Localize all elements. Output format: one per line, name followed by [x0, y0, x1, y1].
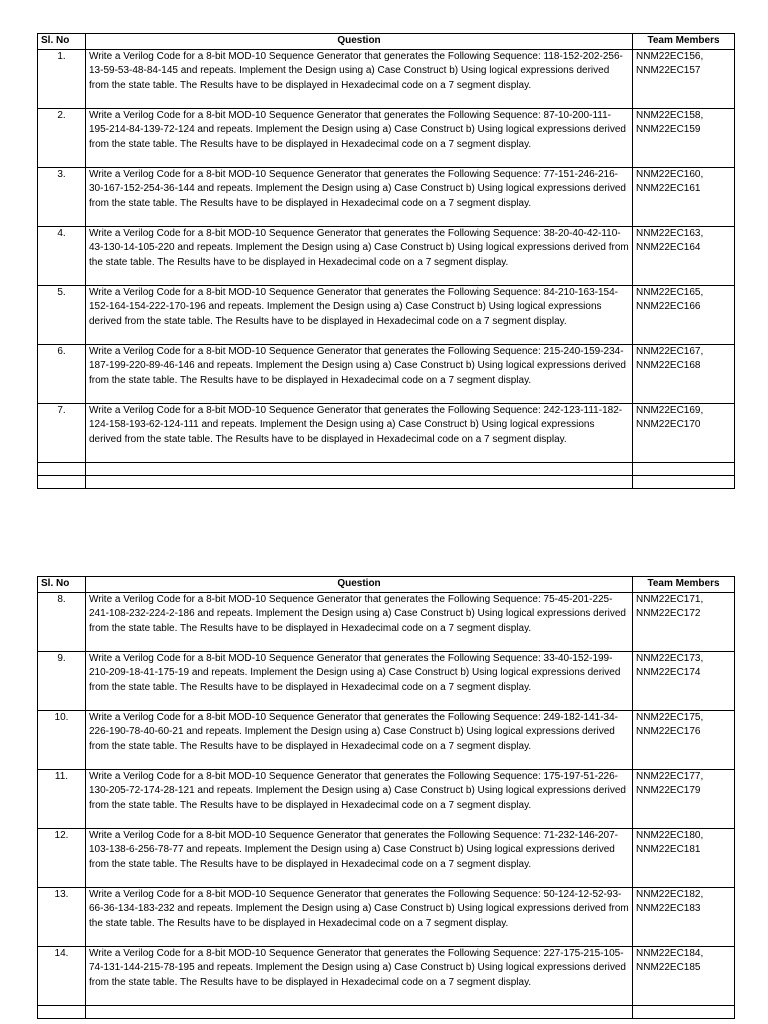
empty-row — [38, 1005, 735, 1018]
row-question: Write a Verilog Code for a 8-bit MOD-10 Sequence Generator that generates the Following Sequence: 77-151-246-216-30-167-152-254-36-144 and repeats. Implement the Design using a) Case Construct b) Using logical expressions derived from the state table. The Results have to be displayed in Hexadecimal code on a 7 segment display. — [86, 167, 633, 226]
header-team-members: Team Members — [633, 577, 735, 593]
row-question: Write a Verilog Code for a 8-bit MOD-10 Sequence Generator that generates the Following Sequence: 33-40-152-199-210-209-18-41-175-19 and repeats. Implement the Design using a) Case Construct b) Using logical expressions derived from the state table. The Results have to be displayed in Hexadecimal code on a 7 segment display. — [86, 651, 633, 710]
row-number: 14. — [38, 946, 86, 1005]
table-row — [38, 592, 735, 651]
question-table-1 — [37, 33, 735, 489]
table-row — [38, 710, 735, 769]
table-row — [38, 285, 735, 344]
row-number: 4. — [38, 226, 86, 285]
table-row — [38, 167, 735, 226]
row-team-members: NNM22EC184, NNM22EC185 — [633, 946, 735, 1005]
row-team-members: NNM22EC182, NNM22EC183 — [633, 887, 735, 946]
row-number: 13. — [38, 887, 86, 946]
table-header-row — [38, 577, 735, 593]
row-number: 3. — [38, 167, 86, 226]
row-team-members: NNM22EC180, NNM22EC181 — [633, 828, 735, 887]
row-team-members: NNM22EC165, NNM22EC166 — [633, 285, 735, 344]
table-row — [38, 226, 735, 285]
row-team-members: NNM22EC175, NNM22EC176 — [633, 710, 735, 769]
row-team-members: NNM22EC160, NNM22EC161 — [633, 167, 735, 226]
row-team-members: NNM22EC171, NNM22EC172 — [633, 592, 735, 651]
table-row — [38, 108, 735, 167]
header-sl-no: Sl. No — [38, 577, 86, 593]
row-number: 6. — [38, 344, 86, 403]
table-row — [38, 828, 735, 887]
row-team-members: NNM22EC158, NNM22EC159 — [633, 108, 735, 167]
header-sl-no: Sl. No — [38, 34, 86, 50]
row-number: 9. — [38, 651, 86, 710]
row-question: Write a Verilog Code for a 8-bit MOD-10 Sequence Generator that generates the Following Sequence: 75-45-201-225-241-108-232-224-2-186 and repeats. Implement the Design using a) Case Construct b) Using logical expressions derived from the state table. The Results have to be displayed in Hexadecimal code on a 7 segment display. — [86, 592, 633, 651]
row-number: 7. — [38, 403, 86, 462]
row-question: Write a Verilog Code for a 8-bit MOD-10 Sequence Generator that generates the Following Sequence: 118-152-202-256-13-59-53-48-84-145 and repeats. Implement the Design using a) Case Construct b) Using logical expressions derived from the state table. The Results have to be displayed in Hexadecimal code on a 7 segment display. — [86, 49, 633, 108]
row-number: 11. — [38, 769, 86, 828]
row-question: Write a Verilog Code for a 8-bit MOD-10 Sequence Generator that generates the Following Sequence: 242-123-111-182-124-158-193-62-124-111 and repeats. Implement the Design using a) Case Construct b) Using logical expressions derived from the state table. The Results have to be displayed in Hexadecimal code on a 7 segment display. — [86, 403, 633, 462]
row-question: Write a Verilog Code for a 8-bit MOD-10 Sequence Generator that generates the Following Sequence: 175-197-51-226-130-205-72-174-28-121 and repeats. Implement the Design using a) Case Construct b) Using logical expressions derived from the state table. The Results have to be displayed in Hexadecimal code on a 7 segment display. — [86, 769, 633, 828]
table-row — [38, 946, 735, 1005]
header-team-members: Team Members — [633, 34, 735, 50]
empty-row — [38, 462, 735, 475]
row-question: Write a Verilog Code for a 8-bit MOD-10 Sequence Generator that generates the Following Sequence: 38-20-40-42-110-43-130-14-105-220 and repeats. Implement the Design using a) Case Construct b) Using logical expressions derived from the state table. The Results have to be displayed in Hexadecimal code on a 7 segment display. — [86, 226, 633, 285]
row-team-members: NNM22EC173, NNM22EC174 — [633, 651, 735, 710]
table-row — [38, 769, 735, 828]
header-question: Question — [86, 577, 633, 593]
row-team-members: NNM22EC177, NNM22EC179 — [633, 769, 735, 828]
row-number: 12. — [38, 828, 86, 887]
row-question: Write a Verilog Code for a 8-bit MOD-10 Sequence Generator that generates the Following Sequence: 215-240-159-234-187-199-220-89-46-146 and repeats. Implement the Design using a) Case Construct b) Using logical expressions derived from the state table. The Results have to be displayed in Hexadecimal code on a 7 segment display. — [86, 344, 633, 403]
table-row — [38, 49, 735, 108]
row-question: Write a Verilog Code for a 8-bit MOD-10 Sequence Generator that generates the Following Sequence: 50-124-12-52-93-66-36-134-183-232 and repeats. Implement the Design using a) Case Construct b) Using logical expressions derived from the state table. The Results have to be displayed in Hexadecimal code on a 7 segment display. — [86, 887, 633, 946]
table-row — [38, 403, 735, 462]
row-question: Write a Verilog Code for a 8-bit MOD-10 Sequence Generator that generates the Following Sequence: 87-10-200-111-195-214-84-139-72-124 and repeats. Implement the Design using a) Case Construct b) Using logical expressions derived from the state table. The Results have to be displayed in Hexadecimal code on a 7 segment display. — [86, 108, 633, 167]
row-number: 1. — [38, 49, 86, 108]
table-row — [38, 344, 735, 403]
row-number: 2. — [38, 108, 86, 167]
table-row — [38, 887, 735, 946]
question-table-2 — [37, 576, 735, 1019]
table-header-row — [38, 34, 735, 50]
row-team-members: NNM22EC156, NNM22EC157 — [633, 49, 735, 108]
row-number: 10. — [38, 710, 86, 769]
row-question: Write a Verilog Code for a 8-bit MOD-10 Sequence Generator that generates the Following Sequence: 84-210-163-154-152-164-154-222-170-196 and repeats. Implement the Design using a) Case Construct b) Using logical expressions derived from the state table. The Results have to be displayed in Hexadecimal code on a 7 segment display. — [86, 285, 633, 344]
row-question: Write a Verilog Code for a 8-bit MOD-10 Sequence Generator that generates the Following Sequence: 71-232-146-207-103-138-6-256-78-77 and repeats. Implement the Design using a) Case Construct b) Using logical expressions derived from the state table. The Results have to be displayed in Hexadecimal code on a 7 segment display. — [86, 828, 633, 887]
header-question: Question — [86, 34, 633, 50]
table-row — [38, 651, 735, 710]
row-question: Write a Verilog Code for a 8-bit MOD-10 Sequence Generator that generates the Following Sequence: 249-182-141-34-226-190-78-40-60-21 and repeats. Implement the Design using a) Case Construct b) Using logical expressions derived from the state table. The Results have to be displayed in Hexadecimal code on a 7 segment display. — [86, 710, 633, 769]
row-question: Write a Verilog Code for a 8-bit MOD-10 Sequence Generator that generates the Following Sequence: 227-175-215-105-74-131-144-215-78-195 and repeats. Implement the Design using a) Case Construct b) Using logical expressions derived from the state table. The Results have to be displayed in Hexadecimal code on a 7 segment display. — [86, 946, 633, 1005]
row-number: 8. — [38, 592, 86, 651]
empty-row — [38, 475, 735, 488]
row-number: 5. — [38, 285, 86, 344]
row-team-members: NNM22EC169, NNM22EC170 — [633, 403, 735, 462]
row-team-members: NNM22EC167, NNM22EC168 — [633, 344, 735, 403]
row-team-members: NNM22EC163, NNM22EC164 — [633, 226, 735, 285]
